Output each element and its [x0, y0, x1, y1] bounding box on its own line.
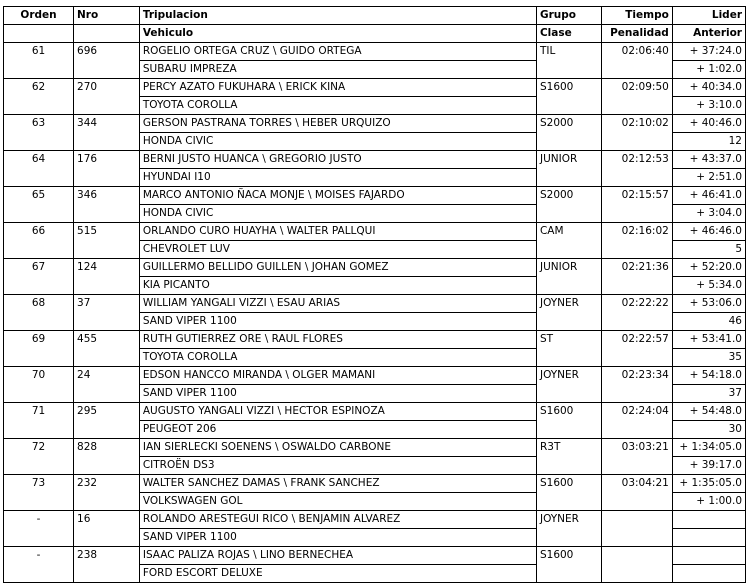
nro-cell: 238: [74, 547, 140, 583]
vehicle-cell: HYUNDAI I10: [139, 169, 536, 187]
table-row: [4, 475, 746, 493]
tiempo-cell: 02:06:40: [601, 43, 672, 79]
crew-cell: BERNI JUSTO HUANCA \ GREGORIO JUSTO: [139, 151, 536, 169]
orden-cell: 64: [4, 151, 74, 187]
lider-cell: + 53:41.0: [672, 331, 745, 349]
lider-cell: + 43:37.0: [672, 151, 745, 169]
anterior-cell: [672, 529, 745, 547]
crew-cell: WILLIAM YANGALI VIZZI \ ESAU ARIAS: [139, 295, 536, 313]
table-row: [4, 187, 746, 205]
orden-cell: 69: [4, 331, 74, 367]
lider-cell: + 1:35:05.0: [672, 475, 745, 493]
grupo-cell: R3T: [536, 439, 601, 475]
table-row: [4, 79, 746, 97]
header-row-2: [4, 25, 746, 43]
crew-cell: EDSON HANCCO MIRANDA \ OLGER MAMANI: [139, 367, 536, 385]
nro-cell: 176: [74, 151, 140, 187]
anterior-cell: + 2:51.0: [672, 169, 745, 187]
orden-cell: 70: [4, 367, 74, 403]
lider-cell: [672, 547, 745, 565]
grupo-cell: S1600: [536, 403, 601, 439]
orden-cell: 73: [4, 475, 74, 511]
anterior-cell: 5: [672, 241, 745, 259]
nro-cell: 455: [74, 331, 140, 367]
grupo-cell: CAM: [536, 223, 601, 259]
orden-cell: 66: [4, 223, 74, 259]
table-row: [4, 295, 746, 313]
nro-cell: 232: [74, 475, 140, 511]
grupo-cell: TIL: [536, 43, 601, 79]
anterior-cell: 35: [672, 349, 745, 367]
vehicle-cell: SAND VIPER 1100: [139, 529, 536, 547]
header-nro-blank: [74, 25, 140, 43]
table-row: [4, 331, 746, 349]
vehicle-cell: PEUGEOT 206: [139, 421, 536, 439]
grupo-cell: JUNIOR: [536, 259, 601, 295]
nro-cell: 515: [74, 223, 140, 259]
vehicle-cell: SAND VIPER 1100: [139, 313, 536, 331]
nro-cell: 37: [74, 295, 140, 331]
table-row: [4, 367, 746, 385]
nro-cell: 295: [74, 403, 140, 439]
orden-cell: 61: [4, 43, 74, 79]
tiempo-cell: 02:23:34: [601, 367, 672, 403]
header-nro: Nro: [74, 7, 140, 25]
crew-cell: AUGUSTO YANGALI VIZZI \ HECTOR ESPINOZA: [139, 403, 536, 421]
header-anterior: Anterior: [672, 25, 745, 43]
grupo-cell: JOYNER: [536, 367, 601, 403]
header-tripulacion: Tripulacion: [139, 7, 536, 25]
lider-cell: [672, 511, 745, 529]
vehicle-cell: FORD ESCORT DELUXE: [139, 565, 536, 583]
header-grupo: Grupo: [536, 7, 601, 25]
table-body: [4, 43, 746, 583]
crew-cell: WALTER SANCHEZ DAMAS \ FRANK SANCHEZ: [139, 475, 536, 493]
grupo-cell: S1600: [536, 475, 601, 511]
anterior-cell: + 3:10.0: [672, 97, 745, 115]
crew-cell: ROGELIO ORTEGA CRUZ \ GUIDO ORTEGA: [139, 43, 536, 61]
lider-cell: + 53:06.0: [672, 295, 745, 313]
header-lider: Lider: [672, 7, 745, 25]
crew-cell: ORLANDO CURO HUAYHA \ WALTER PALLQUI: [139, 223, 536, 241]
header-orden: Orden: [4, 7, 74, 25]
lider-cell: + 54:48.0: [672, 403, 745, 421]
header-penalidad: Penalidad: [601, 25, 672, 43]
nro-cell: 24: [74, 367, 140, 403]
vehicle-cell: VOLKSWAGEN GOL: [139, 493, 536, 511]
crew-cell: GERSON PASTRANA TORRES \ HEBER URQUIZO: [139, 115, 536, 133]
table-row: [4, 439, 746, 457]
tiempo-cell: [601, 547, 672, 583]
tiempo-cell: [601, 511, 672, 547]
anterior-cell: + 1:00.0: [672, 493, 745, 511]
grupo-cell: S2000: [536, 115, 601, 151]
lider-cell: + 46:41.0: [672, 187, 745, 205]
vehicle-cell: HONDA CIVIC: [139, 133, 536, 151]
crew-cell: GUILLERMO BELLIDO GUILLEN \ JOHAN GOMEZ: [139, 259, 536, 277]
tiempo-cell: 02:12:53: [601, 151, 672, 187]
orden-cell: -: [4, 547, 74, 583]
table-header: [4, 7, 746, 43]
vehicle-cell: SUBARU IMPREZA: [139, 61, 536, 79]
nro-cell: 344: [74, 115, 140, 151]
tiempo-cell: 02:21:36: [601, 259, 672, 295]
orden-cell: 68: [4, 295, 74, 331]
grupo-cell: JOYNER: [536, 511, 601, 547]
crew-cell: ISAAC PALIZA ROJAS \ LINO BERNECHEA: [139, 547, 536, 565]
crew-cell: ROLANDO ARESTEGUI RICO \ BENJAMIN ALVAREZ: [139, 511, 536, 529]
anterior-cell: + 3:04.0: [672, 205, 745, 223]
anterior-cell: + 5:34.0: [672, 277, 745, 295]
nro-cell: 346: [74, 187, 140, 223]
orden-cell: 72: [4, 439, 74, 475]
lider-cell: + 40:34.0: [672, 79, 745, 97]
header-vehiculo: Vehiculo: [139, 25, 536, 43]
anterior-cell: 12: [672, 133, 745, 151]
table-row: [4, 43, 746, 61]
nro-cell: 696: [74, 43, 140, 79]
crew-cell: IAN SIERLECKI SOENENS \ OSWALDO CARBONE: [139, 439, 536, 457]
tiempo-cell: 02:22:57: [601, 331, 672, 367]
crew-cell: PERCY AZATO FUKUHARA \ ERICK KINA: [139, 79, 536, 97]
tiempo-cell: 02:10:02: [601, 115, 672, 151]
tiempo-cell: 02:09:50: [601, 79, 672, 115]
grupo-cell: S1600: [536, 547, 601, 583]
grupo-cell: ST: [536, 331, 601, 367]
vehicle-cell: TOYOTA COROLLA: [139, 97, 536, 115]
grupo-cell: S2000: [536, 187, 601, 223]
table-row: [4, 151, 746, 169]
table-row: [4, 511, 746, 529]
vehicle-cell: CITROËN DS3: [139, 457, 536, 475]
table-row: [4, 115, 746, 133]
header-row-1: [4, 7, 746, 25]
nro-cell: 16: [74, 511, 140, 547]
orden-cell: 67: [4, 259, 74, 295]
vehicle-cell: SAND VIPER 1100: [139, 385, 536, 403]
lider-cell: + 54:18.0: [672, 367, 745, 385]
tiempo-cell: 03:04:21: [601, 475, 672, 511]
tiempo-cell: 02:16:02: [601, 223, 672, 259]
tiempo-cell: 02:22:22: [601, 295, 672, 331]
anterior-cell: + 39:17.0: [672, 457, 745, 475]
grupo-cell: JOYNER: [536, 295, 601, 331]
nro-cell: 828: [74, 439, 140, 475]
orden-cell: -: [4, 511, 74, 547]
results-table: [3, 6, 746, 583]
orden-cell: 71: [4, 403, 74, 439]
orden-cell: 65: [4, 187, 74, 223]
table-row: [4, 223, 746, 241]
nro-cell: 124: [74, 259, 140, 295]
table-row: [4, 547, 746, 565]
table-row: [4, 259, 746, 277]
vehicle-cell: KIA PICANTO: [139, 277, 536, 295]
tiempo-cell: 03:03:21: [601, 439, 672, 475]
lider-cell: + 37:24.0: [672, 43, 745, 61]
anterior-cell: 46: [672, 313, 745, 331]
lider-cell: + 40:46.0: [672, 115, 745, 133]
orden-cell: 63: [4, 115, 74, 151]
nro-cell: 270: [74, 79, 140, 115]
header-clase: Clase: [536, 25, 601, 43]
anterior-cell: 30: [672, 421, 745, 439]
tiempo-cell: 02:24:04: [601, 403, 672, 439]
lider-cell: + 46:46.0: [672, 223, 745, 241]
grupo-cell: S1600: [536, 79, 601, 115]
grupo-cell: JUNIOR: [536, 151, 601, 187]
table-row: [4, 403, 746, 421]
crew-cell: RUTH GUTIERREZ ORE \ RAUL FLORES: [139, 331, 536, 349]
vehicle-cell: HONDA CIVIC: [139, 205, 536, 223]
vehicle-cell: TOYOTA COROLLA: [139, 349, 536, 367]
header-tiempo: Tiempo: [601, 7, 672, 25]
anterior-cell: [672, 565, 745, 583]
lider-cell: + 52:20.0: [672, 259, 745, 277]
anterior-cell: + 1:02.0: [672, 61, 745, 79]
lider-cell: + 1:34:05.0: [672, 439, 745, 457]
anterior-cell: 37: [672, 385, 745, 403]
crew-cell: MARCO ANTONIO ÑACA MONJE \ MOISES FAJARDO: [139, 187, 536, 205]
orden-cell: 62: [4, 79, 74, 115]
vehicle-cell: CHEVROLET LUV: [139, 241, 536, 259]
tiempo-cell: 02:15:57: [601, 187, 672, 223]
header-orden-blank: [4, 25, 74, 43]
